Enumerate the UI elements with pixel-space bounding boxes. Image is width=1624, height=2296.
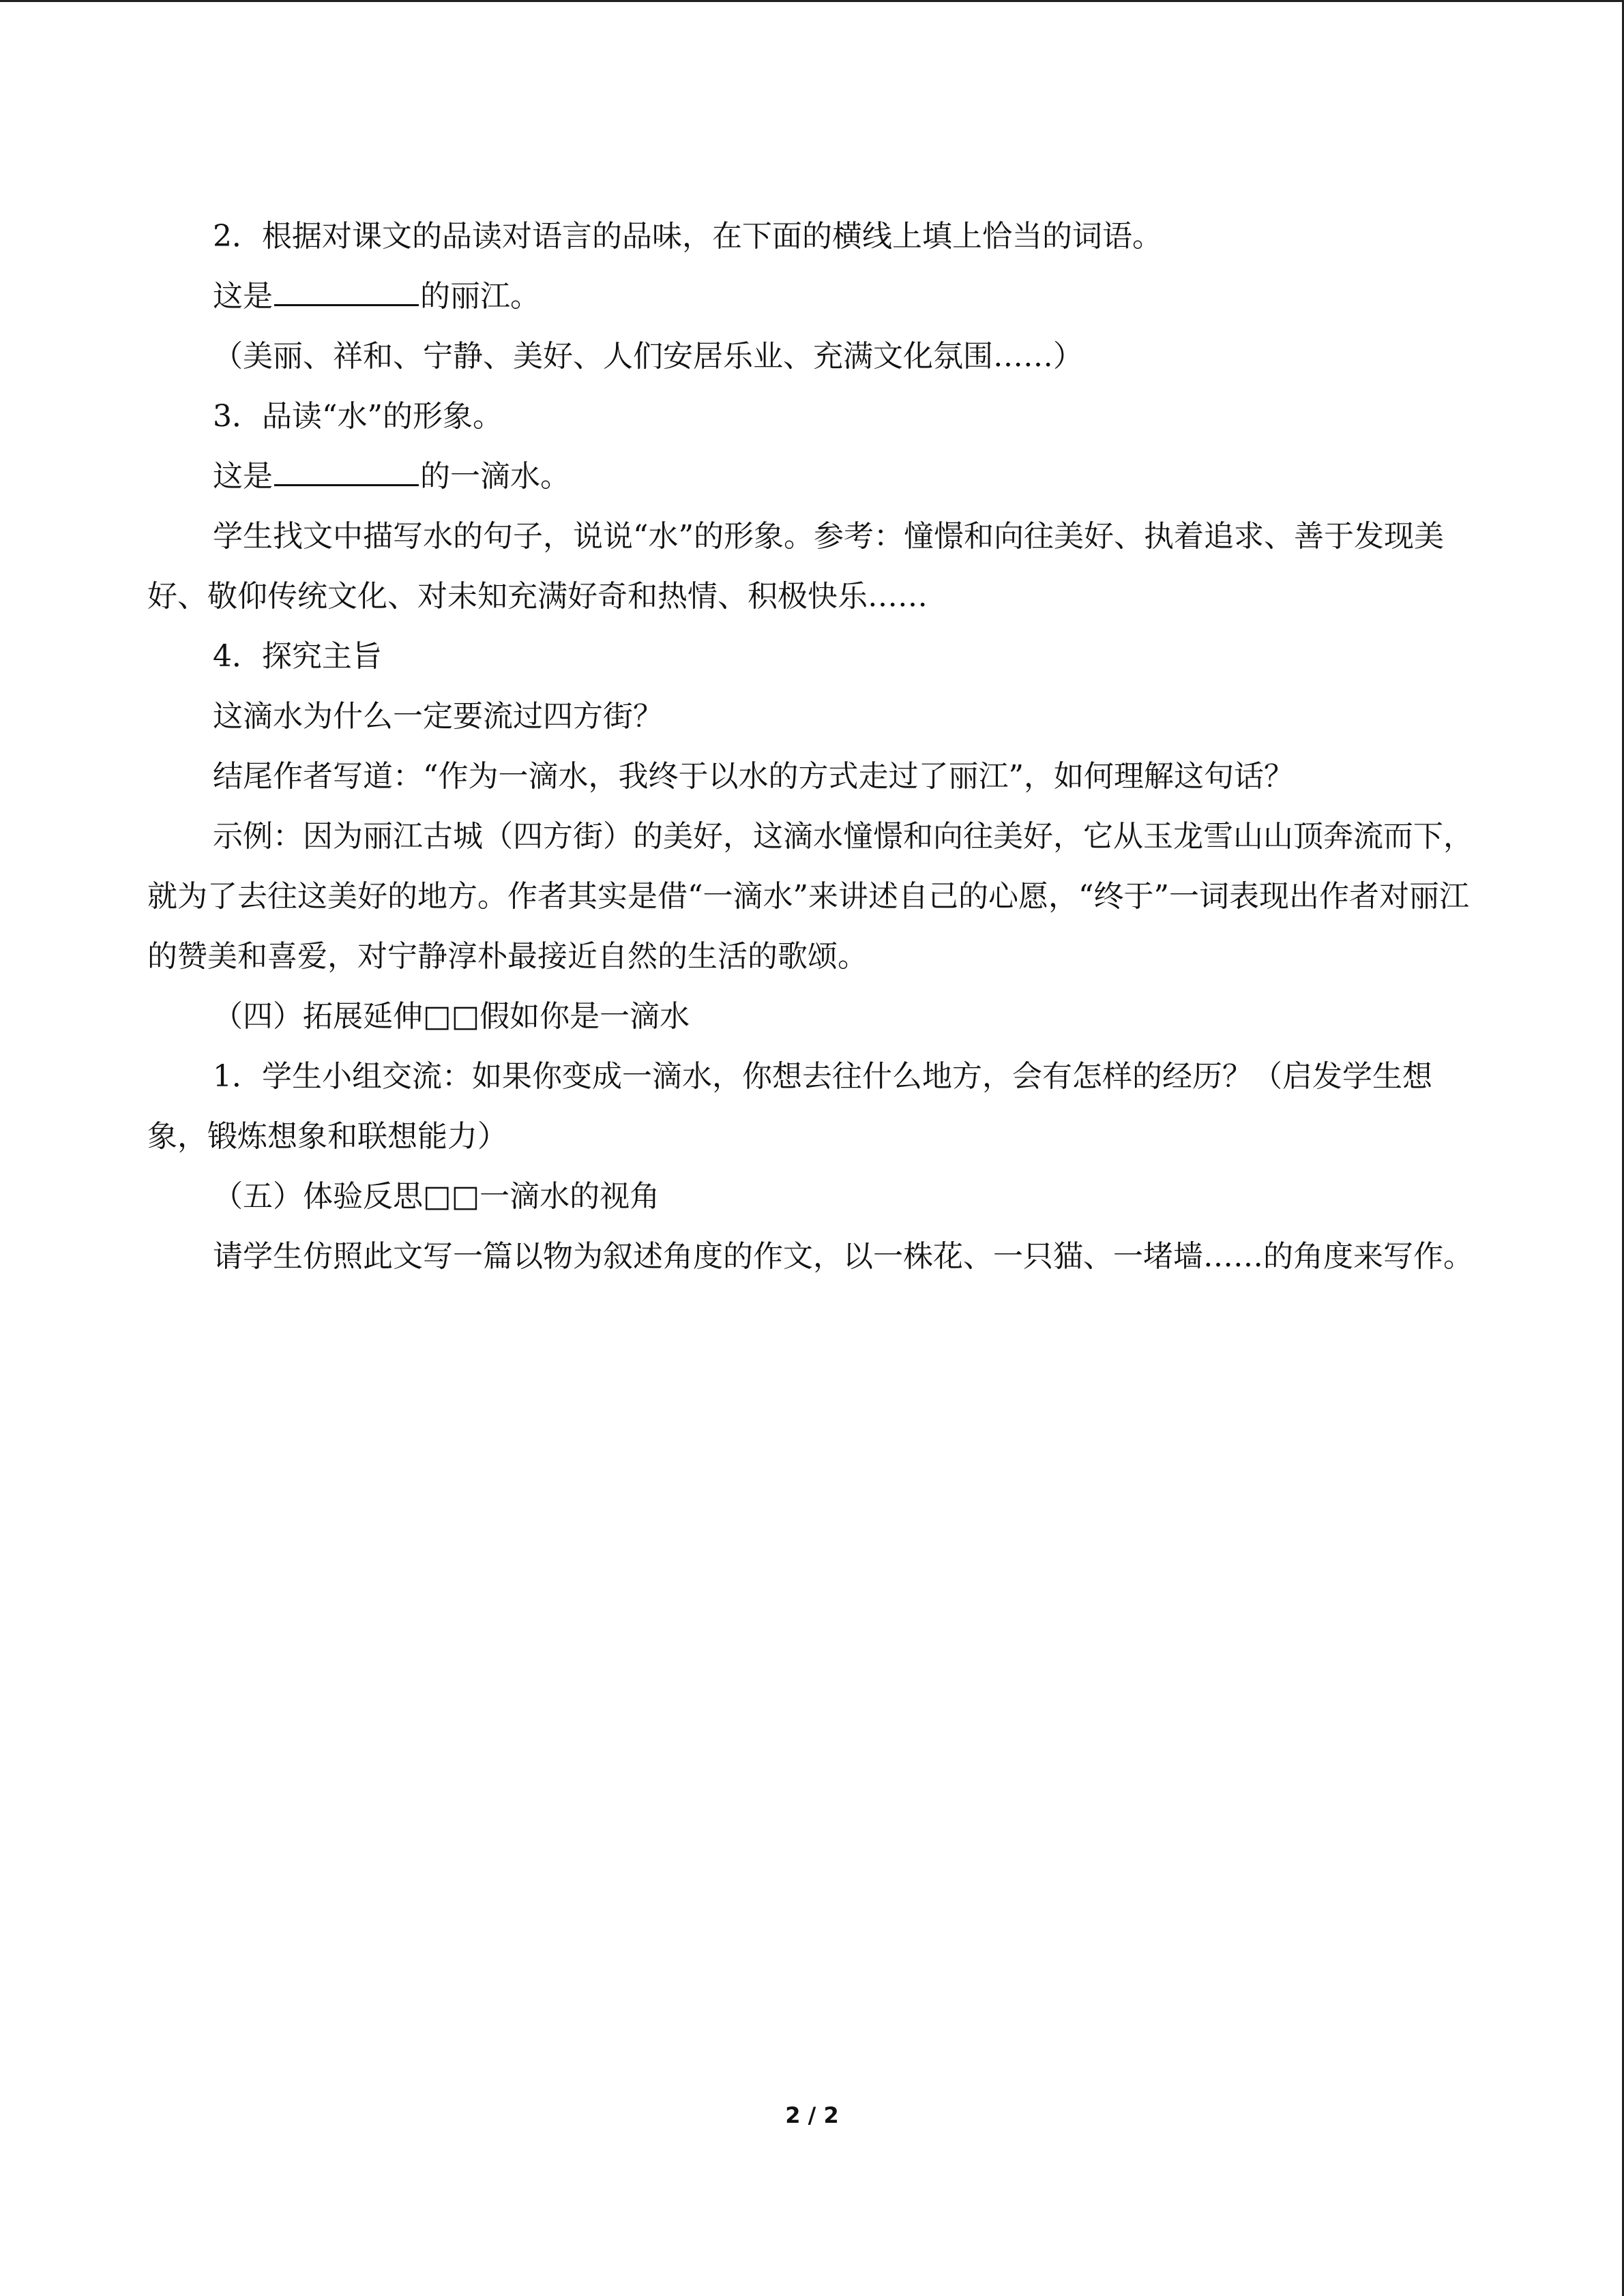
section-heading-reflection: （五）体验反思□□一滴水的视角 [213,1179,660,1214]
fill-suffix: 的一滴水。 [420,459,570,494]
paragraph-fill-blank-water [147,447,1477,507]
paragraph-water-image: 学生找文中描写水的句子，说说“水”的形象。参考：憧憬和向往美好、执着追求、善于发现美好、敬仰传统文化、对未知充满好奇和热情、积极快乐…… [147,519,1444,614]
fill-prefix: 这是 [213,459,273,494]
paragraph-answer-options: （美丽、祥和、宁静、美好、人们安居乐业、充满文化氛围……） [213,339,1083,374]
page-number: 2 / 2 [785,2102,839,2128]
paragraph-question-3: 3．品读“水”的形象。 [213,399,503,434]
paragraph-fill-blank-lijiang [147,267,1477,327]
section-heading-extension: （四）拓展延伸□□假如你是一滴水 [213,999,690,1034]
paragraph-writing-task: 请学生仿照此文写一篇以物为叙述角度的作文，以一株花、一只猫、一堵墙……的角度来写作。 [213,1239,1473,1274]
paragraph-ending-question: 结尾作者写道：“作为一滴水，我终于以水的方式走过了丽江”，如何理解这句话？ [213,759,1294,794]
paragraph-question-4: 4．探究主旨 [213,639,382,674]
paragraph-question-2: 2．根据对课文的品读对语言的品味，在下面的横线上填上恰当的词语。 [213,219,1162,254]
document-body [147,207,1477,1287]
paragraph-why-sifang-street: 这滴水为什么一定要流过四方街？ [213,699,663,734]
answer-blank-line [274,277,419,306]
fill-prefix: 这是 [213,279,273,314]
paragraph-group-discussion: 1．学生小组交流：如果你变成一滴水，你想去往什么地方，会有怎样的经历？（启发学生想象，锻炼想象和联想能力） [147,1059,1432,1154]
answer-blank-line [274,457,419,486]
paragraph-example-answer: 示例：因为丽江古城（四方街）的美好，这滴水憧憬和向往美好，它从玉龙雪山山顶奔流而下，就为了去往这美好的地方。作者其实是借“一滴水”来讲述自己的心愿，“终于”一词表现出作者对丽江的赞美和喜爱，对宁静淳朴最接近自然的生活的歌颂。 [147,819,1473,974]
fill-suffix: 的丽江。 [420,279,540,314]
